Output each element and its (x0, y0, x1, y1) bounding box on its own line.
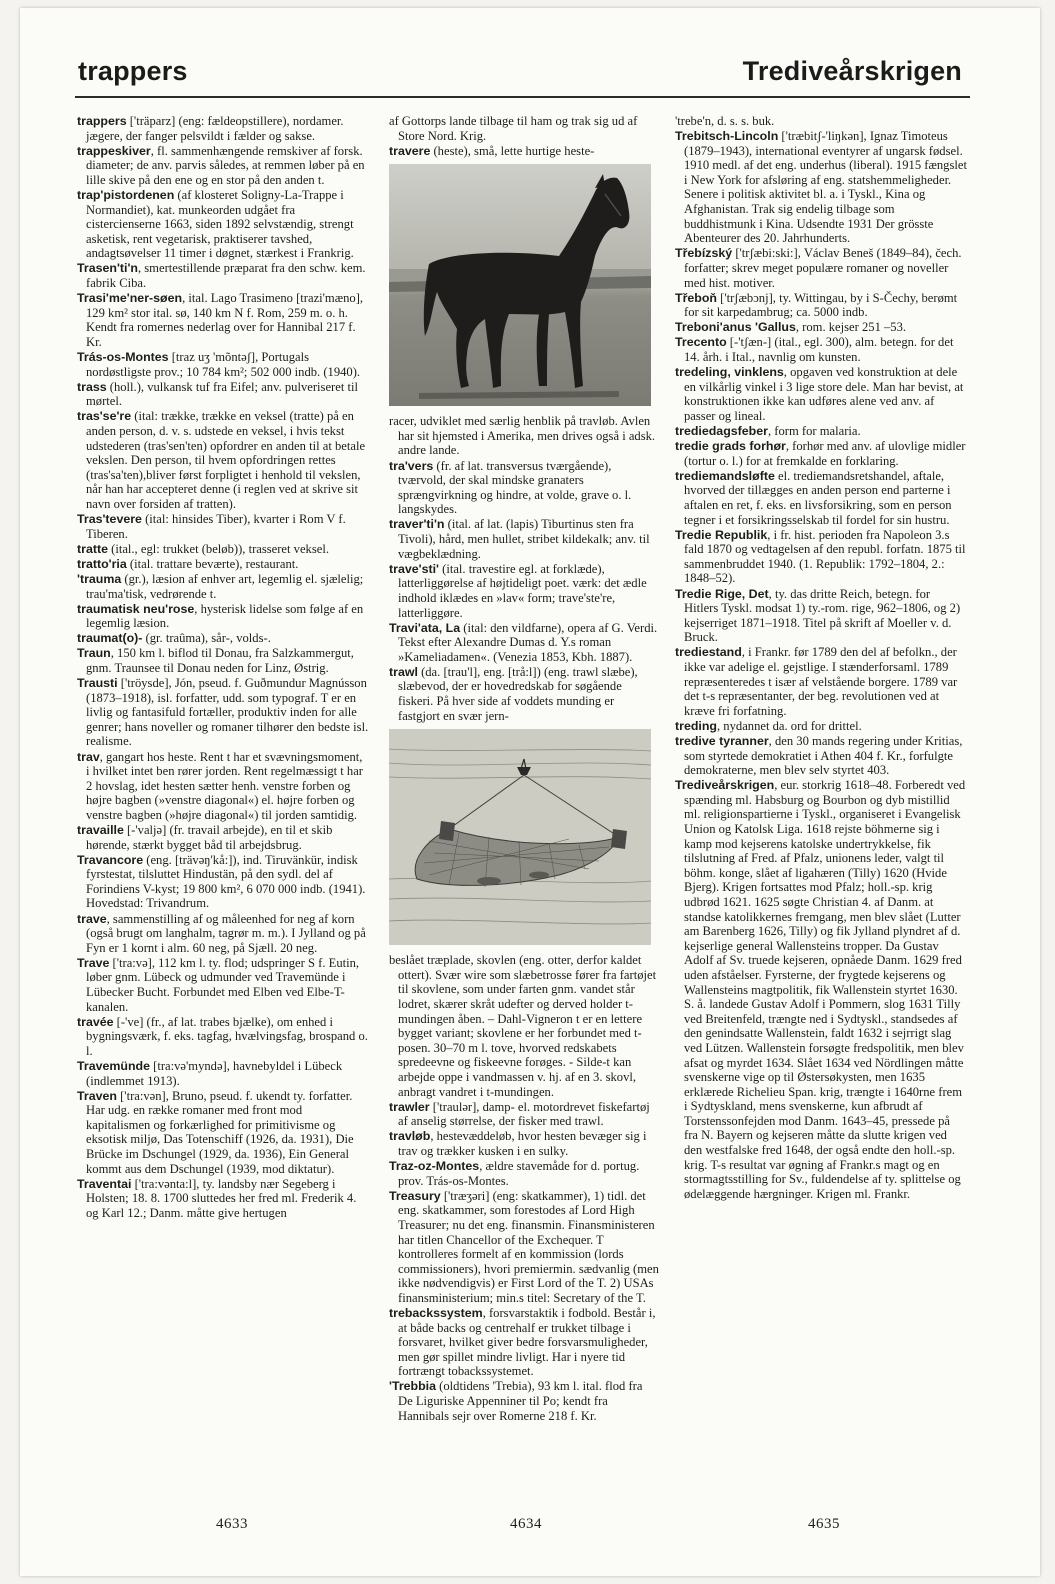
trawl-image (389, 729, 651, 945)
entry-headword: Travancore (77, 852, 144, 867)
dictionary-entry (77, 350, 369, 379)
trawl-net-illustration (389, 729, 659, 945)
entry-text: ['tröysde], Jón, pseud. f. Guðmundur Magnússon (1873–1918), isl. forfatter, udd. som typograf. T er en livlig og fantasifuld fortæller, produktiv inden for alle genrer; hans noveller og romaner tilhører den bedste isl. realisme. (86, 676, 369, 749)
dictionary-entry (77, 853, 369, 911)
entry-text: (eng. [trävəŋ'kå:]), ind. Tiruvänkür, indisk fyrstestat, tilsluttet Hindustän, på den sydl. del af Forindiens V-kyst; 19 800 km², 6 070 000 indb. (1941). Hovedstad: Trivandrum. (86, 852, 366, 911)
entry-headword: tredie grads forhør (675, 439, 786, 454)
entry-text: , ital. Lago Trasimeno [trazi'mæno], 129 km² stor ital. sø, 140 km N f. Rom, 259 m. o. h. Kendt fra romernes nederlag over for Hannibal 217 f. Kr. (86, 291, 364, 349)
dictionary-entry (77, 542, 369, 557)
dictionary-entry (389, 562, 659, 620)
entry-headword: traumatisk neu'rose (77, 601, 195, 616)
dictionary-entry (77, 676, 369, 749)
dictionary-entry (77, 602, 369, 631)
entry-headword: Treboni'anus 'Gallus (675, 320, 796, 335)
entry-headword: traumat(o)- (77, 631, 143, 646)
dictionary-entry (77, 1015, 369, 1059)
dictionary-entry (389, 1306, 659, 1379)
dictionary-entry (77, 1177, 369, 1221)
running-head-right: Trediveårskrigen (742, 56, 962, 86)
dictionary-entry (675, 291, 967, 320)
entry-text: , hestevæddeløb, hvor hesten bevæger sig i trav og trækker kusken i en sulky. (398, 1129, 647, 1158)
entry-headword: tra'vers (389, 458, 434, 473)
entry-headword: Trecento (675, 335, 727, 350)
entry-headword: traver'ti'n (389, 517, 445, 532)
entry-text: , forhør med anv. af ulovlige midler (tortur o. l.) for at fremkalde en forklaring. (684, 439, 966, 468)
entry-text: [-'valjə] (fr. travail arbejde), en til et skib hørende, stærkt bygget båd til arbejdsbrug. (86, 823, 333, 852)
entry-text: (ital., egl: trukket (beløb)), trasseret veksel. (107, 541, 329, 556)
entry-headword: travere (389, 143, 431, 158)
entry-headword: trawl (389, 664, 418, 679)
dictionary-entry (389, 1189, 659, 1306)
entry-headword: Traz-oz-Montes (389, 1159, 480, 1174)
dictionary-entry (675, 528, 967, 586)
entry-text: , forsvarstaktik i fodbold. Består i, at både backs og centrehalf er trukket tilbage i forsvaret, hvilket giver bedre forsvarsmuligheder, men gør spillet mindre livligt. Har i nyere tid fortrængt tobackssystemet. (398, 1306, 656, 1379)
entry-headword: trappers (77, 114, 127, 128)
dictionary-entry (77, 572, 369, 601)
dictionary-entry (77, 557, 369, 572)
dictionary-entry (77, 912, 369, 956)
entry-headword: trave (77, 911, 107, 926)
dictionary-entry (675, 439, 967, 468)
entry-text: [traz uʒ 'mõntəʃ], Portugals nordøstligste prov.; 10 784 km²; 502 000 indb. (1940). (86, 350, 361, 379)
dictionary-entry (77, 291, 369, 349)
page-number-1: 4633 (216, 1516, 248, 1532)
entry-headword: trediemandsløfte (675, 468, 775, 483)
entry-text: (ital. af lat. (lapis) Tiburtinus sten fra Tivoli), hård, men hullet, stribet kildekalk; anv. til vægbeklædning. (398, 517, 650, 561)
header-rule (75, 96, 970, 98)
entry-text: , form for malaria. (767, 423, 861, 438)
dictionary-entry (77, 512, 369, 541)
entry-headword: Travi'ata, La (389, 620, 461, 635)
entry-text: , i Frankr. før 1789 den del af befolkn., der ikke var adelige el. gejstlige. I stænderforsaml. 1789 repræsenteredes t især af velstående borgere. 1789 var det t-s repræsentanter, der beg. revolutionen ved at kræve fri forfatning. (684, 645, 958, 718)
entry-text: , ældre stavemåde for d. portug. prov. Trás-os-Montes. (398, 1159, 640, 1188)
column-3 (675, 114, 967, 1484)
entry-headword: travée (77, 1014, 114, 1029)
entry-headword: trediedagsfeber (675, 423, 768, 438)
entry-text: (heste), små, lette hurtige heste- (430, 143, 595, 158)
dictionary-entry (675, 365, 967, 423)
entry-text: (holl.), vulkansk tuf fra Eifel; anv. pulveriseret til mørtel. (86, 379, 358, 409)
dictionary-entry (77, 646, 369, 675)
entry-headword: trawler (389, 1099, 430, 1114)
entry-headword: tratte (77, 541, 108, 556)
entry-text: (gr.), læsion af enhver art, legemlig el. sjælelig; trau'ma'tisk, vedrørende t. (86, 571, 364, 601)
entry-text: , eur. storkrig 1618–48. Forberedt ved spænding ml. Habsburg og Bourbon og dyb mistillid ml. religionspartierne i Tyskl., organiseret i Evangelisk Union og Katolsk Liga. 1618 rejste böhmerne sig i kamp mod kejserens katolske undertrykkelse, fik tilslutning af Fred. af Pfalz, unionens leder, valgt til böhm. konge, slået af ligahæren (Tilly) 1620 (Hvide Bjerg). Krigen fortsattes mod Pfalz; holl.-sp. krig udbrød 1621. 1625 søgte Christian 4. af Danm. at standse katolikkernes fremgang, men blev slået (Lutter am Barenberg 1626, Tilly) og fik Jylland plyndret af d. kejserlige general Wallensteins tropper. Da Gustav Adolf af Sv. truede kejseren, opnåede Danm. 1629 fred uden afståelser. Fyrsterne, der frygtede kejserens og Wallensteins magtpolitik, fik Wallenstein styrtet 1630. S. å. landede Gustav Adolf i Pommern, slog 1631 Tilly ved Breitenfeld, trængte ned i Sydtyskl., standsedes af den genindsatte Wallenstein, faldt 1632 i sejrrigt slag ved Lützen. Wallenstein forsøgte fredspolitik, men blev afsat og myrdet 1634. Slået 1634 ved Nördlingen måtte svenskerne vige op til Østersøkysten, men 1635 erklærede Richelieu Span. krig, trængte i 1640rne frem i Sydtyskland, mens svenskerne, kun afbrudt af Torstenssonfejden mod Danm. 1643–45, pressede på fra N. Bayern og kejseren måtte da slutte krigen ved den westfalske fred 1648, der også endte den holl.-sp. krig. T-s resultat var øgning af Frankr.s magt og en stormagtsstilling for Sv., fuldendelse af ty. splittelse og ødelæggende hærgninger. Krigen ml. Frankr. (684, 778, 966, 1201)
entry-headword: Trasen'ti'n (77, 261, 138, 276)
dictionary-entry (77, 823, 369, 852)
entry-headword: trave'sti' (389, 561, 439, 576)
entry-text: ['tra:vənta:l], ty. landsby nær Segeberg i Holsten; 18. 8. 1700 sluttedes her fred ml. Frederik 4. og Karl 12.; Danm. måtte give hertugen (86, 1176, 357, 1220)
column-2 (389, 114, 659, 1484)
entry-headword: Tras'tevere (77, 512, 142, 527)
entry-headword: Treasury (389, 1188, 441, 1203)
entry-text: (af klosteret Soligny-La-Trappe i Normandiet), kat. munkeorden udgået fra cistercienserne 1663, siden 1892 selvstændig, strengt asketisk, rent vegetarisk, praktiserer tavshed, andagtsøvelser 11 timer i døgnet, stærkest i Frankrig. (86, 187, 354, 261)
entry-text: ['träparz] (eng: fældeopstillere), nordamer. jægere, der fanger pelsvildt i fælder og sakse. (86, 114, 344, 143)
page-number-3: 4635 (808, 1516, 840, 1532)
entry-headword: Trediveårskrigen (675, 778, 775, 793)
dictionary-entry (675, 246, 967, 290)
entry-headword: tras'se're (77, 409, 132, 424)
entry-text: , nydannet da. ord for drittel. (717, 718, 862, 733)
dictionary-page (20, 8, 1040, 1576)
entry-headword: tredeling, vinklens (675, 365, 784, 380)
entry-text: (fr. af lat. transversus tværgående), tværvold, der skal mindske granaters sprængvirkning og hindre, at volde, grave o. l. langskydes. (398, 458, 632, 517)
dictionary-entry (389, 459, 659, 517)
running-head-left: trappers (78, 56, 188, 86)
entry-headword: Třeboň (675, 290, 717, 305)
entry-text: ['træbitʃ-'liŋkən], Ignaz Timoteus (1879–1943), international eventyrer af ungarsk fødsel. 1910 medl. af det eng. underhus (liberal). 1915 fængslet i New York for afsløring af eng. statshemmeligheder. Senere i politisk aktivitet bl. a. i Tyskl., Kina og Afghanistan. Trak sig endelig tilbage som buddhistmunk i Kina. Udsendte 1931 Der grösste Abenteurer des 20. Jahrhunderts. (684, 129, 967, 246)
entry-text: (ital: hinsides Tiber), kvarter i Rom V f. Tiberen. (86, 512, 346, 541)
entry-headword: Třebízský (675, 246, 733, 261)
dictionary-entry (389, 144, 659, 159)
dictionary-entry (77, 380, 369, 409)
entry-headword: Trasi'me'ner-søen (77, 291, 183, 306)
dictionary-entry (389, 517, 659, 561)
dictionary-entry (675, 734, 967, 778)
entry-text: , i fr. hist. perioden fra Napoleon 3.s fald 1870 og vedtagelsen af den republ. forfatn. 1875 til sammenbruddet 1940. (1. Republik: 1792–1804, 2.: 1848–52). (684, 527, 966, 586)
entry-text: , opgaven ved konstruktion at dele en vilkårlig vinkel i 3 lige store dele. Man har bevist, at konstruktionen ikke kan udføres alene ved anv. af passer og lineal. (684, 365, 964, 423)
entry-headword: travaille (77, 823, 124, 837)
entry-headword: 'Trebbia (389, 1379, 437, 1394)
entry-headword: trap'pistordenen (77, 187, 175, 202)
dictionary-entry (389, 114, 659, 143)
dictionary-entry (77, 409, 369, 511)
entry-text: (ital: trække, trække en veksel (tratte) på en anden person, d. v. s. udstede en veksel, i hvis tekst udstederen (tras'sen'ten) opfordrer en anden til at betale vekslen. Den person, til hvem opfordringen rettes (tras'sa'ten),bliver først forpligtet i henhold til vekslen, når han har accepteret denne (i reglen ved at skrive sit navn over forsiden af tratten). (86, 409, 366, 511)
entry-text: (oldtidens 'Trebia), 93 km l. ital. flod fra De Liguriske Appenniner til Po; kendt fra Hannibals sejr over Romerne 218 f. Kr. (398, 1379, 643, 1423)
dictionary-entry (389, 1129, 659, 1158)
entry-headword: Traventai (77, 1176, 132, 1191)
entry-headword: Traun (77, 646, 111, 661)
entry-headword: trav (77, 749, 100, 764)
entry-headword: Trebitsch-Lincoln (675, 129, 779, 144)
page-number-2: 4634 (510, 1516, 542, 1532)
entry-headword: trebackssystem (389, 1306, 483, 1320)
dictionary-entry (675, 469, 967, 527)
entry-text: ['traulər], damp- el. motordrevet fiskefartøj af anselig størrelse, der fisker med trawl. (398, 1099, 650, 1129)
entry-headword: tratto'ria (77, 556, 127, 571)
entry-text: , 150 km l. biflod til Donau, fra Salzkammergut, gnm. Traunsee til Donau neden for Linz, Østrig. (86, 646, 354, 675)
entry-headword: trass (77, 379, 107, 394)
entry-headword: trediestand (675, 645, 742, 660)
dictionary-entry (389, 953, 659, 1099)
entry-text: el. trediemandsretshandel, aftale, hvorved der tillægges en anden person end parterne i aftalen en ret, f. eks. en livsforsikring, som en person tegner i et forsikringsselskab til fordel for sin hustru. (684, 468, 952, 527)
entry-text: beslået træplade, skovlen (eng. otter, derfor kaldet ottert). Svær wire som slæbetrosse fører fra fartøjet til skovlene, som under farten gnm. vandet står lodret, skærer skråt udefter og derved holder t-mundingen åben. – Dahl-Vigneron t er en lettere bygget variant; skovlene er her forbundet med t-posen. 30–70 m l. tove, hvorved redskabets spredeevne og fiskeevne forøges. - Silde-t kan arbejde oppe i vandmassen v. hj. af en 3. skovl, anbragt vandret i t-mundingen. (389, 953, 657, 1099)
dictionary-entry (675, 719, 967, 734)
dictionary-entry (675, 645, 967, 718)
dictionary-entry (77, 956, 369, 1014)
entry-text: , smertestillende præparat fra den schw. kem. fabrik Ciba. (86, 261, 366, 291)
column-1 (77, 114, 369, 1484)
entry-text: [-'ve] (fr., af lat. trabes bjælke), om enhed i bygningsværk, f. eks. tagfag, hvælvingsfag, brospand o. l. (86, 1014, 368, 1058)
dictionary-entry (675, 778, 967, 1201)
dictionary-entry (389, 665, 659, 723)
entry-text: ['træʒəri] (eng: skatkammer), 1) tidl. det eng. skatkammer, som forestodes af Lord High Treasurer; nu det eng. finansmin. Finansministeren har titlen Chancellor of the Exchequer. T kontrolleres formelt af en kommission (lords commissioners), hvori premiermin. sædvanlig (men ikke nødvendigvis) er First Lord of the T. 2) USAs finansministerium; min.s titel: Secretary of the T. (398, 1188, 659, 1305)
dictionary-entry (77, 261, 369, 290)
entry-text: , ty. das dritte Reich, betegn. for Hitlers Tyskl. modsat 1) ty.-rom. rige, 962–1806, og 2) kejserriget 1871–1918. Titel på skrift af Moeller v. d. Bruck. (684, 586, 961, 645)
horse-photo (389, 164, 659, 406)
horse-image (389, 164, 651, 406)
entry-headword: Traven (77, 1088, 117, 1103)
dictionary-entry (389, 1379, 659, 1423)
entry-headword: travløb (389, 1129, 431, 1144)
dictionary-entry (77, 114, 369, 143)
entry-text: , gangart hos heste. Rent t har et svævningsmoment, i hvilket intet ben rører jorden. Rent regelmæssigt t har 2 hovslag, idet hesten sætter henh. venstre forben og højre bagben (»venstre diagonal«) el. højre forben og venstre bagben (»højre diagonal«) til jorden samtidig. (86, 749, 363, 822)
dictionary-entry (77, 1089, 369, 1177)
entry-text: af Gottorps lande tilbage til ham og trak sig ud af Store Nord. Krig. (389, 114, 638, 143)
entry-text: (ital. trattare beværte), restaurant. (126, 556, 299, 571)
entry-text: (ital. travestire egl. at forklæde), latterliggørelse af højtideligt poet. værk: det ædle indhold iklædes en »lav« form; trave'ste're, latterliggøre. (398, 561, 647, 620)
dictionary-entry (389, 1159, 659, 1188)
dictionary-entry (675, 129, 967, 246)
entry-text: ['trʃæbi:ski:], Václav Beneš (1849–84), čech. forfatter; skrev meget populære romaner og noveller med hist. motiver. (684, 246, 962, 290)
dictionary-entry (675, 424, 967, 439)
entry-headword: Trave (77, 955, 110, 970)
entry-text: 'trebe'n, d. s. s. buk. (675, 114, 775, 128)
entry-headword: Trausti (77, 676, 118, 691)
entry-text: , hysterisk lidelse som følge af en legemlig læsion. (86, 601, 364, 631)
dictionary-entry (77, 188, 369, 261)
entry-text: ['tra:vən], Bruno, pseud. f. ukendt ty. forfatter. Har udg. en række romaner med front mod kapitalismen og forkærlighed for primitivisme og eksotisk miljø, Das Totenschiff (1926, da. 1931), Die Brücke im Dschungel (1929, da. 1936), Ein General kommt aus dem Dschungel (1939, mod diktatur). (86, 1088, 354, 1176)
entry-headword: treding (675, 718, 717, 733)
entry-text: [-'tʃæn-] (ital., egl. 300), alm. betegn. for det 14. årh. i Ital., navnlig om kunsten. (684, 335, 954, 364)
dictionary-entry (77, 144, 369, 188)
entry-headword: trappeskiver (77, 143, 151, 158)
entry-text: racer, udviklet med særlig henblik på travløb. Avlen har sit hjemsted i Amerika, men drives også i adsk. andre lande. (389, 414, 656, 458)
entry-text: , den 30 mands regering under Kritias, som styrtede demokratiet i Athen 404 f. Kr., forfulgte demokraterne, men blev selv styrtet 403. (684, 733, 963, 778)
entry-text: (da. [trau'l], eng. [trå:l]) (eng. trawl slæbe), slæbevod, der er hovedredskab for søgående fiskeri. På hver side af voddets munding er fastgjort en svær jern- (398, 664, 638, 723)
entry-text: , rom. kejser 251 –53. (795, 320, 907, 335)
entry-headword: Tredie Republik (675, 527, 768, 542)
dictionary-entry (389, 621, 659, 665)
entry-headword: 'trauma (77, 571, 122, 586)
dictionary-entry (389, 414, 659, 458)
dictionary-entry (77, 750, 369, 823)
entry-headword: Trás-os-Montes (77, 350, 169, 364)
entry-headword: Tredie Rige, Det (675, 586, 769, 601)
entry-text: (gr. traûma), sår-, volds-. (142, 631, 271, 646)
entry-headword: Travemünde (77, 1059, 150, 1073)
entry-text: ['tra:və], 112 km l. ty. flod; udspringer S f. Eutin, løber gnm. Lübeck og udmunder ved Travemünde i Lübecker Bucht. Forbundet med Elben ved Elbe-T-kanalen. (86, 955, 360, 1014)
dictionary-entry (675, 335, 967, 364)
entry-text: , fl. sammenhængende remskiver af forsk. diameter; de anv. parvis således, at remmen løber på en lille skive på den ene og en stor på den anden t. (86, 143, 365, 187)
dictionary-entry (389, 1100, 659, 1129)
dictionary-entry (675, 587, 967, 645)
dictionary-entry (77, 631, 369, 646)
entry-text: ['trʃæbɔnj], ty. Wittingau, by i S-Čechy, berømt for sit karpedambrug; ca. 5000 indb. (684, 290, 958, 320)
entry-text: , sammenstilling af og måleenhed for neg af korn (også brugt om langhalm, tagrør m. m.). I Jylland og på Fyn er 1 kornt i alm. 60 neg, på Sjæll. 20 neg. (86, 911, 366, 955)
dictionary-entry (77, 1059, 369, 1088)
entry-text: [tra:və'myndə], havnebyldel i Lübeck (indlemmet 1913). (86, 1059, 343, 1088)
dictionary-entry (675, 320, 967, 335)
dictionary-entry (675, 114, 967, 129)
entry-text: (ital: den vildfarne), opera af G. Verdi. Tekst efter Alexandre Dumas d. Y.s roman »Kameliadamen«. (Venezia 1853, Kbh. 1887). (398, 620, 658, 664)
entry-headword: tredive tyranner (675, 733, 769, 748)
